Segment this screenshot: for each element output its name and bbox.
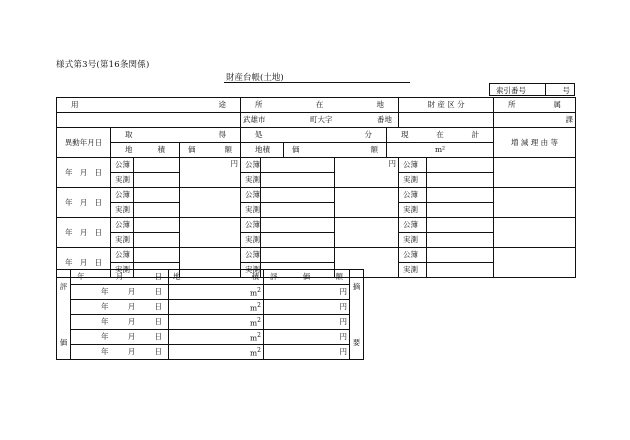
disp-public-label: 公簿 [241,218,261,233]
acq-actual-label: 実測 [111,173,134,188]
form-number: 様式第3号(第16条関係) [56,60,150,70]
disp-public-area[interactable] [261,158,335,173]
cur-actual-label: 実測 [399,173,427,188]
disp-actual-label: 実測 [241,263,261,278]
change-date-header: 異動年月日 [57,128,111,158]
val-area-header: 地積 [169,270,264,285]
val-date-cell[interactable]: 年 月 日 [71,330,169,345]
index-number-label: 索引番号 [496,86,526,95]
disp-value-cell[interactable] [335,218,399,248]
acq-actual-label: 実測 [111,263,134,278]
current-total-header: 現在計 [387,128,494,143]
acq-actual-label: 実測 [111,233,134,248]
disp-actual-area[interactable] [261,203,335,218]
index-number-field[interactable] [545,84,546,95]
val-amount-cell[interactable]: 円 [264,315,350,330]
entry-date-cell[interactable]: 年 月 日 [57,188,111,218]
val-area-cell[interactable]: $m^2$ [169,345,264,360]
disp-public-area[interactable] [261,218,335,233]
val-date-cell[interactable]: 年 月 日 [71,315,169,330]
val-date-cell[interactable]: 年 月 日 [71,300,169,315]
location-field[interactable] [241,113,399,128]
disp-actual-area[interactable] [261,173,335,188]
acq-actual-area[interactable] [134,203,180,218]
property-category-field[interactable] [399,113,494,128]
cur-public-area[interactable] [427,218,494,233]
city-label: 武雄市 [243,115,266,125]
title-underline [224,82,410,83]
val-date-header: 年 月 日 [71,270,169,285]
reason-cell[interactable] [494,218,576,248]
acq-value-cell[interactable] [180,218,241,248]
disp-area-header: 地積 [241,143,284,158]
disp-public-area[interactable] [261,248,335,263]
disp-actual-label: 実測 [241,173,261,188]
lot-label: 番地 [377,115,392,125]
entry-date-cell[interactable]: 年 月 日 [57,158,111,188]
department-field[interactable] [494,113,576,128]
acq-actual-area[interactable] [134,173,180,188]
acq-value-header: 価額 [180,143,241,158]
cur-actual-label: 実測 [399,233,427,248]
cur-public-area[interactable] [427,248,494,263]
cur-public-label: 公簿 [399,158,427,173]
disp-public-label: 公簿 [241,158,261,173]
val-amount-cell[interactable]: 円 [264,285,350,300]
acq-public-label: 公簿 [111,188,134,203]
cur-public-label: 公簿 [399,188,427,203]
disposal-header: 処分 [241,128,387,143]
disp-value-cell[interactable] [335,188,399,218]
cur-actual-area[interactable] [427,173,494,188]
val-date-cell[interactable]: 年 月 日 [71,345,169,360]
acq-value-cell[interactable] [180,188,241,218]
reason-cell[interactable] [494,158,576,188]
disp-public-label: 公簿 [241,248,261,263]
entry-date-cell[interactable]: 年 月 日 [57,218,111,248]
section-label: 課 [565,115,574,125]
cur-public-area[interactable] [427,188,494,203]
valuation-side-label: 評 価 [57,270,71,360]
acq-value-cell[interactable]: 円 [180,158,241,188]
remarks-side-label: 摘 要 [350,270,364,360]
acq-public-area[interactable] [134,158,180,173]
disp-actual-area[interactable] [261,233,335,248]
document-title-text: 財産台帳(土地) [226,73,284,83]
cur-actual-area[interactable] [427,233,494,248]
land-register-table [56,97,576,278]
acq-public-label: 公簿 [111,158,134,173]
acq-area-header: 地積 [111,143,180,158]
disp-public-label: 公簿 [241,188,261,203]
acq-public-area[interactable] [134,188,180,203]
entry-date-cell[interactable]: 年 月 日 [57,248,111,278]
val-amount-cell[interactable]: 円 [264,330,350,345]
acq-public-area[interactable] [134,218,180,233]
cur-public-area[interactable] [427,158,494,173]
acquisition-header: 取得 [111,128,241,143]
val-area-cell[interactable]: $m^2$ [169,330,264,345]
acq-public-label: 公簿 [111,248,134,263]
val-area-cell[interactable]: $m^2$ [169,315,264,330]
val-amount-cell[interactable]: 円 [264,300,350,315]
val-amount-cell[interactable]: 円 [264,345,350,360]
index-number-unit: 号 [562,86,570,95]
reason-header: 増 減 理 由 等 [494,128,576,158]
location-header: 所在地 [241,98,399,113]
cur-public-label: 公簿 [399,218,427,233]
use-field[interactable] [57,113,241,128]
use-header: 用途 [57,98,241,113]
department-header: 所属 [494,98,576,113]
disp-actual-label: 実測 [241,203,261,218]
acq-public-label: 公簿 [111,218,134,233]
reason-cell[interactable] [494,188,576,218]
val-area-cell[interactable]: $m^2$ [169,300,264,315]
town-label: 町大字 [310,115,333,125]
cur-actual-area[interactable] [427,203,494,218]
current-sqm-header: m² [387,143,494,158]
disp-value-cell[interactable]: 円 [335,158,399,188]
property-category-header: 財 産 区 分 [399,98,494,113]
acq-actual-area[interactable] [134,233,180,248]
valuation-table [56,269,576,360]
disp-value-header: 価額 [284,143,387,158]
cur-actual-label: 実測 [399,203,427,218]
cur-actual-label: 実測 [399,263,427,278]
disp-actual-label: 実測 [241,233,261,248]
acq-public-area[interactable] [134,248,180,263]
val-area-cell[interactable]: $m^2$ [169,285,264,300]
val-amount-header: 評価額 [264,270,350,285]
acq-actual-label: 実測 [111,203,134,218]
index-number-box [489,83,575,96]
disp-public-area[interactable] [261,188,335,203]
val-date-cell[interactable]: 年 月 日 [71,285,169,300]
cur-public-label: 公簿 [399,248,427,263]
remarks-area[interactable] [364,270,576,360]
